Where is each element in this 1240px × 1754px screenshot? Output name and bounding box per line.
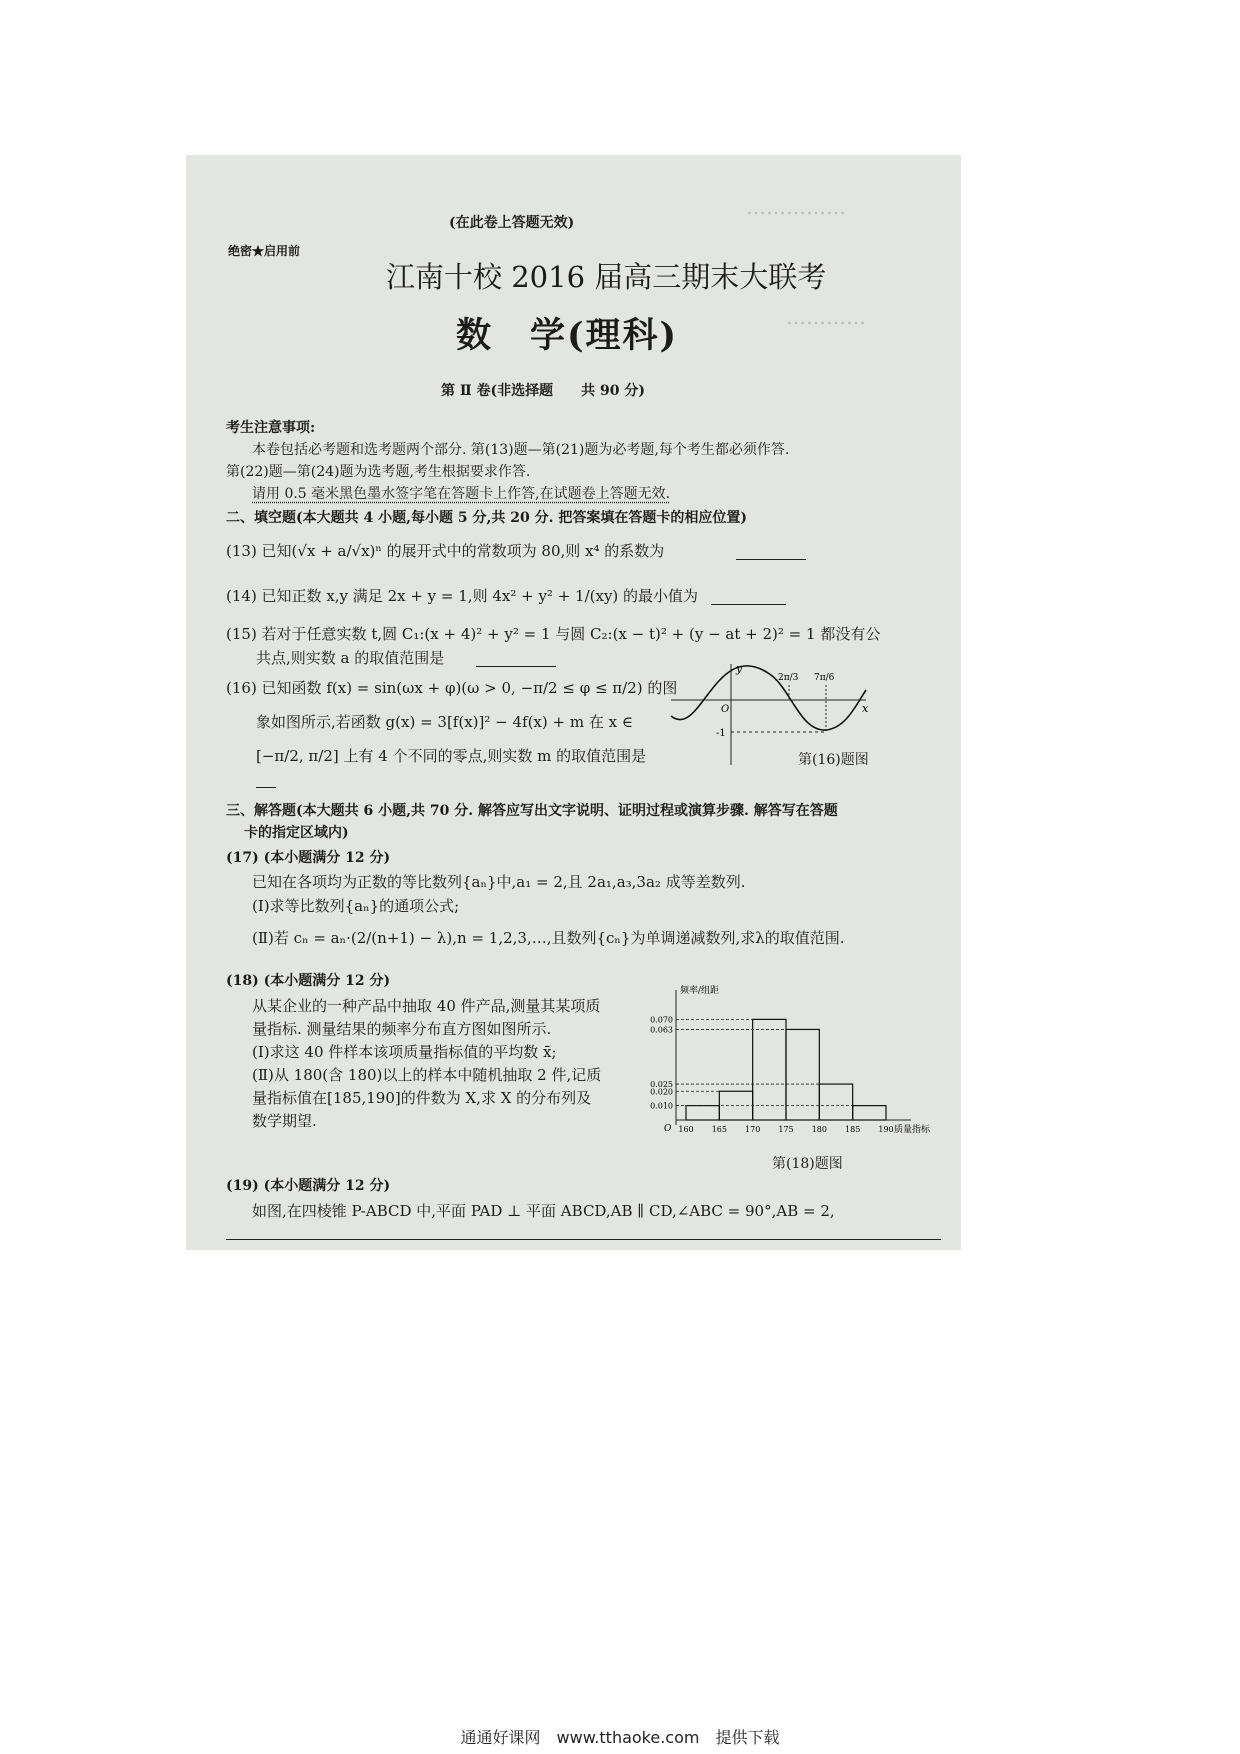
- footer-download-note: 通通好课网 www.tthaoke.com 提供下载: [460, 1728, 780, 1747]
- question-17-part1: (Ⅰ)求等比数列{aₙ}的通项公式;: [252, 897, 460, 915]
- bleed-through-text: …………: [786, 305, 866, 329]
- x-tick-label: 190: [878, 1125, 894, 1134]
- question-15: (15) 若对于任意实数 t,圆 C₁:(x + 4)² + y² = 1 与圆 C₂:(x − t)² + (y − at + 2)² = 1 都没有公: [226, 625, 881, 643]
- x-tick-label: 175: [778, 1125, 794, 1134]
- x-tick-label: 185: [845, 1125, 861, 1134]
- y-axis-label: 频率/组距: [680, 986, 720, 996]
- tick-label: 7π/6: [814, 673, 835, 683]
- y-tick-label: 0.025: [650, 1080, 673, 1090]
- question-18-text: 量指标值在[185,190]的件数为 X,求 X 的分布列及: [252, 1089, 592, 1107]
- question-14: (14) 已知正数 x,y 满足 2x + y = 1,则 4x² + y² + 1/(xy) 的最小值为: [226, 587, 699, 605]
- instructions-line: 请用 0.5 毫米黑色墨水签字笔在答题卡上作答,在试题卷上答题无效.: [252, 486, 671, 502]
- subject-title: 数 学(理科): [456, 315, 679, 356]
- bleed-through-text: ……………: [746, 195, 846, 219]
- question-16-cont: 象如图所示,若函数 g(x) = 3[f(x)]² − 4f(x) + m 在 x ∈: [256, 713, 633, 731]
- sine-curve: [671, 666, 866, 730]
- tick-label: 2π/3: [778, 673, 799, 683]
- part-title: 第 Ⅱ 卷(非选择题 共 90 分): [441, 383, 646, 399]
- origin-label: O: [664, 1124, 672, 1134]
- origin-label: O: [721, 704, 730, 715]
- histogram-bars: [676, 1019, 886, 1120]
- answer-blank: [736, 559, 806, 560]
- figure-18-histogram: [641, 985, 946, 1145]
- secret-label: 绝密★启用前: [228, 244, 301, 258]
- instructions-heading: 考生注意事项:: [226, 420, 316, 436]
- histogram-bar: [819, 1084, 852, 1120]
- x-tick-label: 180: [811, 1125, 827, 1134]
- answer-blank: [476, 666, 556, 667]
- axis-label-y: y: [736, 662, 743, 675]
- question-18-part1: (Ⅰ)求这 40 件样本该项质量指标值的平均数 x̄;: [252, 1043, 557, 1061]
- question-13: (13) 已知(√x + a/√x)ⁿ 的展开式中的常数项为 80,则 x⁴ 的系数为: [226, 542, 665, 560]
- histogram-bar: [686, 1106, 719, 1120]
- answer-blank: [256, 787, 276, 788]
- question-18-text: 量指标. 测量结果的频率分布直方图如图所示.: [252, 1020, 552, 1038]
- instructions-line: 本卷包括必考题和选考题两个部分. 第(13)题—第(21)题为必考题,每个考生都必须作答.: [252, 442, 790, 458]
- x-tick-label: 165: [711, 1125, 727, 1134]
- question-17-heading: (17) (本小题满分 12 分): [226, 850, 391, 866]
- instructions-line: 第(22)题—第(24)题为选考题,考生根据要求作答.: [226, 464, 531, 480]
- question-18-text: 数学期望.: [252, 1112, 317, 1130]
- axis-label-x: x: [862, 702, 869, 715]
- x-tick-label: 170: [745, 1125, 761, 1134]
- question-16-cont: [−π/2, π/2] 上有 4 个不同的零点,则实数 m 的取值范围是: [256, 747, 647, 765]
- section-heading: 三、解答题(本大题共 6 小题,共 70 分. 解答应写出文字说明、证明过程或演算步骤. 解答写在答题: [226, 803, 838, 819]
- histogram-bar: [786, 1029, 819, 1120]
- y-tick-label: 0.010: [650, 1101, 673, 1111]
- invalid-notice: (在此卷上答题无效): [449, 215, 575, 231]
- exam-title: 江南十校 2016 届高三期末大联考: [386, 260, 827, 294]
- minus-one-label: -1: [716, 728, 726, 739]
- y-tick-label: 0.020: [650, 1087, 673, 1097]
- histogram-bar: [853, 1106, 886, 1120]
- section-heading-cont: 卡的指定区域内): [244, 825, 349, 841]
- section-heading: 二、填空题(本大题共 4 小题,每小题 5 分,共 20 分. 把答案填在答题卡的相应位置): [226, 510, 747, 526]
- figure-16-caption: 第(16)题图: [798, 752, 869, 768]
- question-17-text: 已知在各项均为正数的等比数列{aₙ}中,a₁ = 2,且 2a₁,a₃,3a₂ 成等差数列.: [252, 873, 746, 891]
- question-18-text: 从某企业的一种产品中抽取 40 件产品,测量其某项质: [252, 997, 601, 1015]
- question-19-text: 如图,在四棱锥 P-ABCD 中,平面 PAD ⊥ 平面 ABCD,AB ∥ CD,∠ABC = 90°,AB = 2,: [252, 1202, 835, 1220]
- question-18-heading: (18) (本小题满分 12 分): [226, 973, 391, 989]
- histogram-bar: [753, 1019, 786, 1120]
- question-19-heading: (19) (本小题满分 12 分): [226, 1178, 391, 1194]
- x-axis-label: 质量指标: [894, 1125, 931, 1135]
- answer-blank: [711, 604, 786, 605]
- question-17-part2: (Ⅱ)若 cₙ = aₙ·(2/(n+1) − λ),n = 1,2,3,…,且数列{cₙ}为单调递减数列,求λ的取值范围.: [252, 929, 845, 947]
- scanned-exam-page: [186, 155, 961, 1250]
- histogram-axes: [676, 990, 911, 1125]
- question-16: (16) 已知函数 f(x) = sin(ωx + φ)(ω > 0, −π/2 ≤ φ ≤ π/2) 的图: [226, 679, 678, 697]
- x-tick-label: 160: [678, 1125, 694, 1134]
- figure-18-caption: 第(18)题图: [772, 1156, 843, 1172]
- question-15-cont: 共点,则实数 a 的取值范围是: [256, 649, 445, 667]
- histogram-labels: [650, 985, 931, 1135]
- page-bottom-rule: [226, 1239, 941, 1240]
- question-18-part2: (Ⅱ)从 180(含 180)以上的样本中随机抽取 2 件,记质: [252, 1066, 602, 1084]
- y-tick-label: 0.070: [650, 1015, 673, 1025]
- y-tick-label: 0.063: [650, 1025, 673, 1035]
